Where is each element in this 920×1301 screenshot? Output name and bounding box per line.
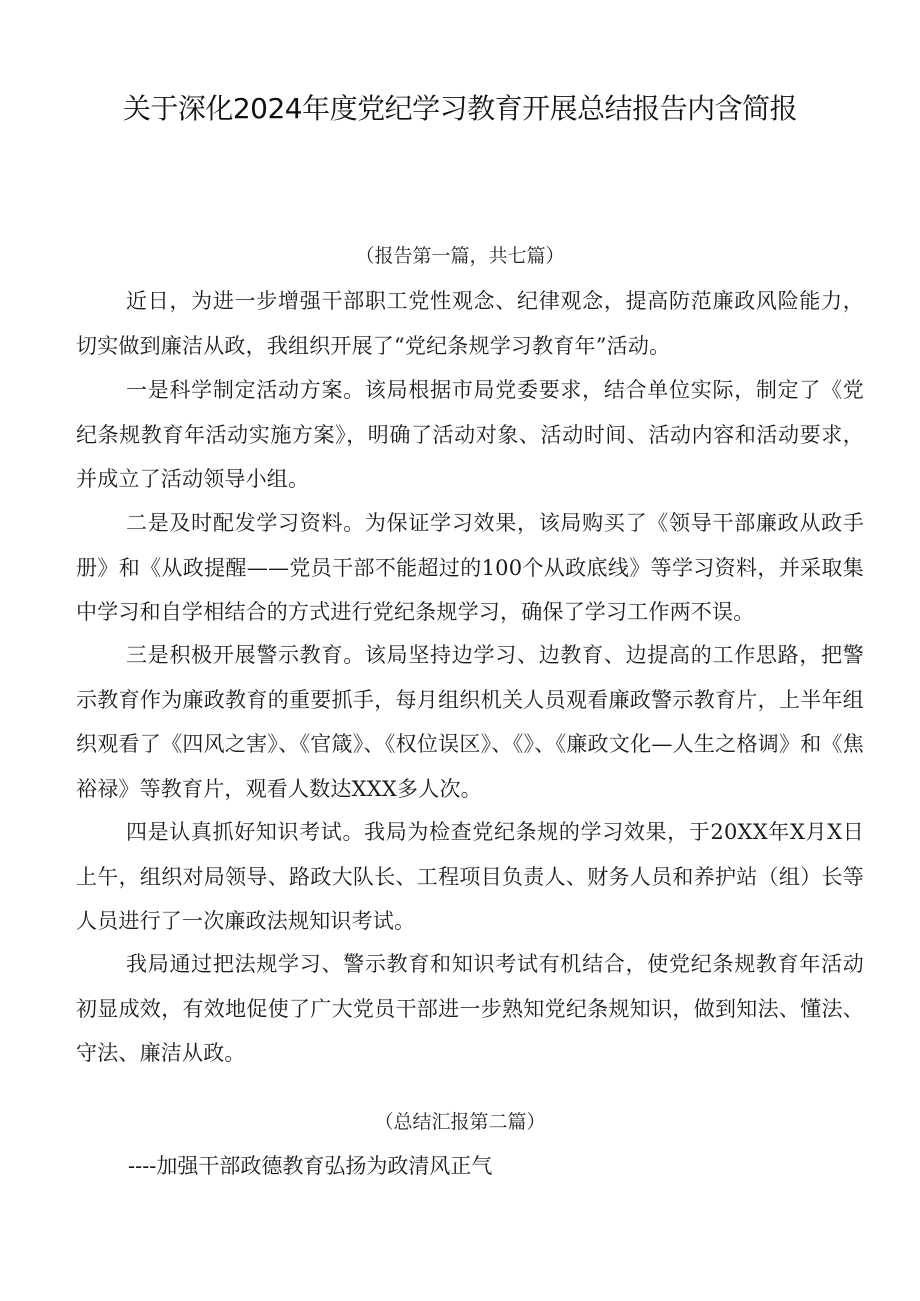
document-title: 关于深化2024年度党纪学习教育开展总结报告内含简报 <box>122 92 798 125</box>
paragraph-point-3: 三是积极开展警示教育。该局坚持边学习、边教育、边提高的工作思路，把警示教育作为廉政教育的重要抓手，每月组织机关人员观看廉政警示教育片，上半年组织观看了《四风之害》、《官箴》、《权位误区》、《》、《廉政文化—人生之格调》和《焦裕禄》等教育片，观看人数达XXX多人次。 <box>76 643 864 801</box>
paragraph-point-2: 二是及时配发学习资料。为保证学习效果，该局购买了《领导干部廉政从政手册》和《从政提醒——党员干部不能超过的100个从政底线》等学习资料，并采取集中学习和自学相结合的方式进行党纪条规学习，确保了学习工作两不误。 <box>76 511 864 624</box>
paragraph-point-1: 一是科学制定活动方案。该局根据市局党委要求，结合单位实际，制定了《党纪条规教育年活动实施方案》，明确了活动对象、活动时间、活动内容和活动要求，并成立了活动领导小组。 <box>76 378 864 491</box>
paragraph-intro: 近日，为进一步增强干部职工党性观念、纪律观念，提高防范廉政风险能力，切实做到廉洁从政，我组织开展了“党纪条规学习教育年”活动。 <box>76 289 864 358</box>
section-label-2: （总结汇报第二篇） <box>374 1111 546 1133</box>
paragraph-conclusion: 我局通过把法规学习、警示教育和知识考试有机结合，使党纪条规教育年活动初显成效，有效地促使了广大党员干部进一步熟知党纪条规知识，做到知法、懂法、守法、廉洁从政。 <box>76 952 864 1065</box>
paragraph-point-4: 四是认真抓好知识考试。我局为检查党纪条规的学习效果，于20XX年X月X日上午，组织对局领导、路政大队长、工程项目负责人、财务人员和养护站（组）长等人员进行了一次廉政法规知识考试。 <box>76 820 864 933</box>
section-subtitle: ----加强干部政德教育弘扬为政清风正气 <box>128 1154 493 1178</box>
section-label-1: （报告第一篇，共七篇） <box>355 245 565 267</box>
